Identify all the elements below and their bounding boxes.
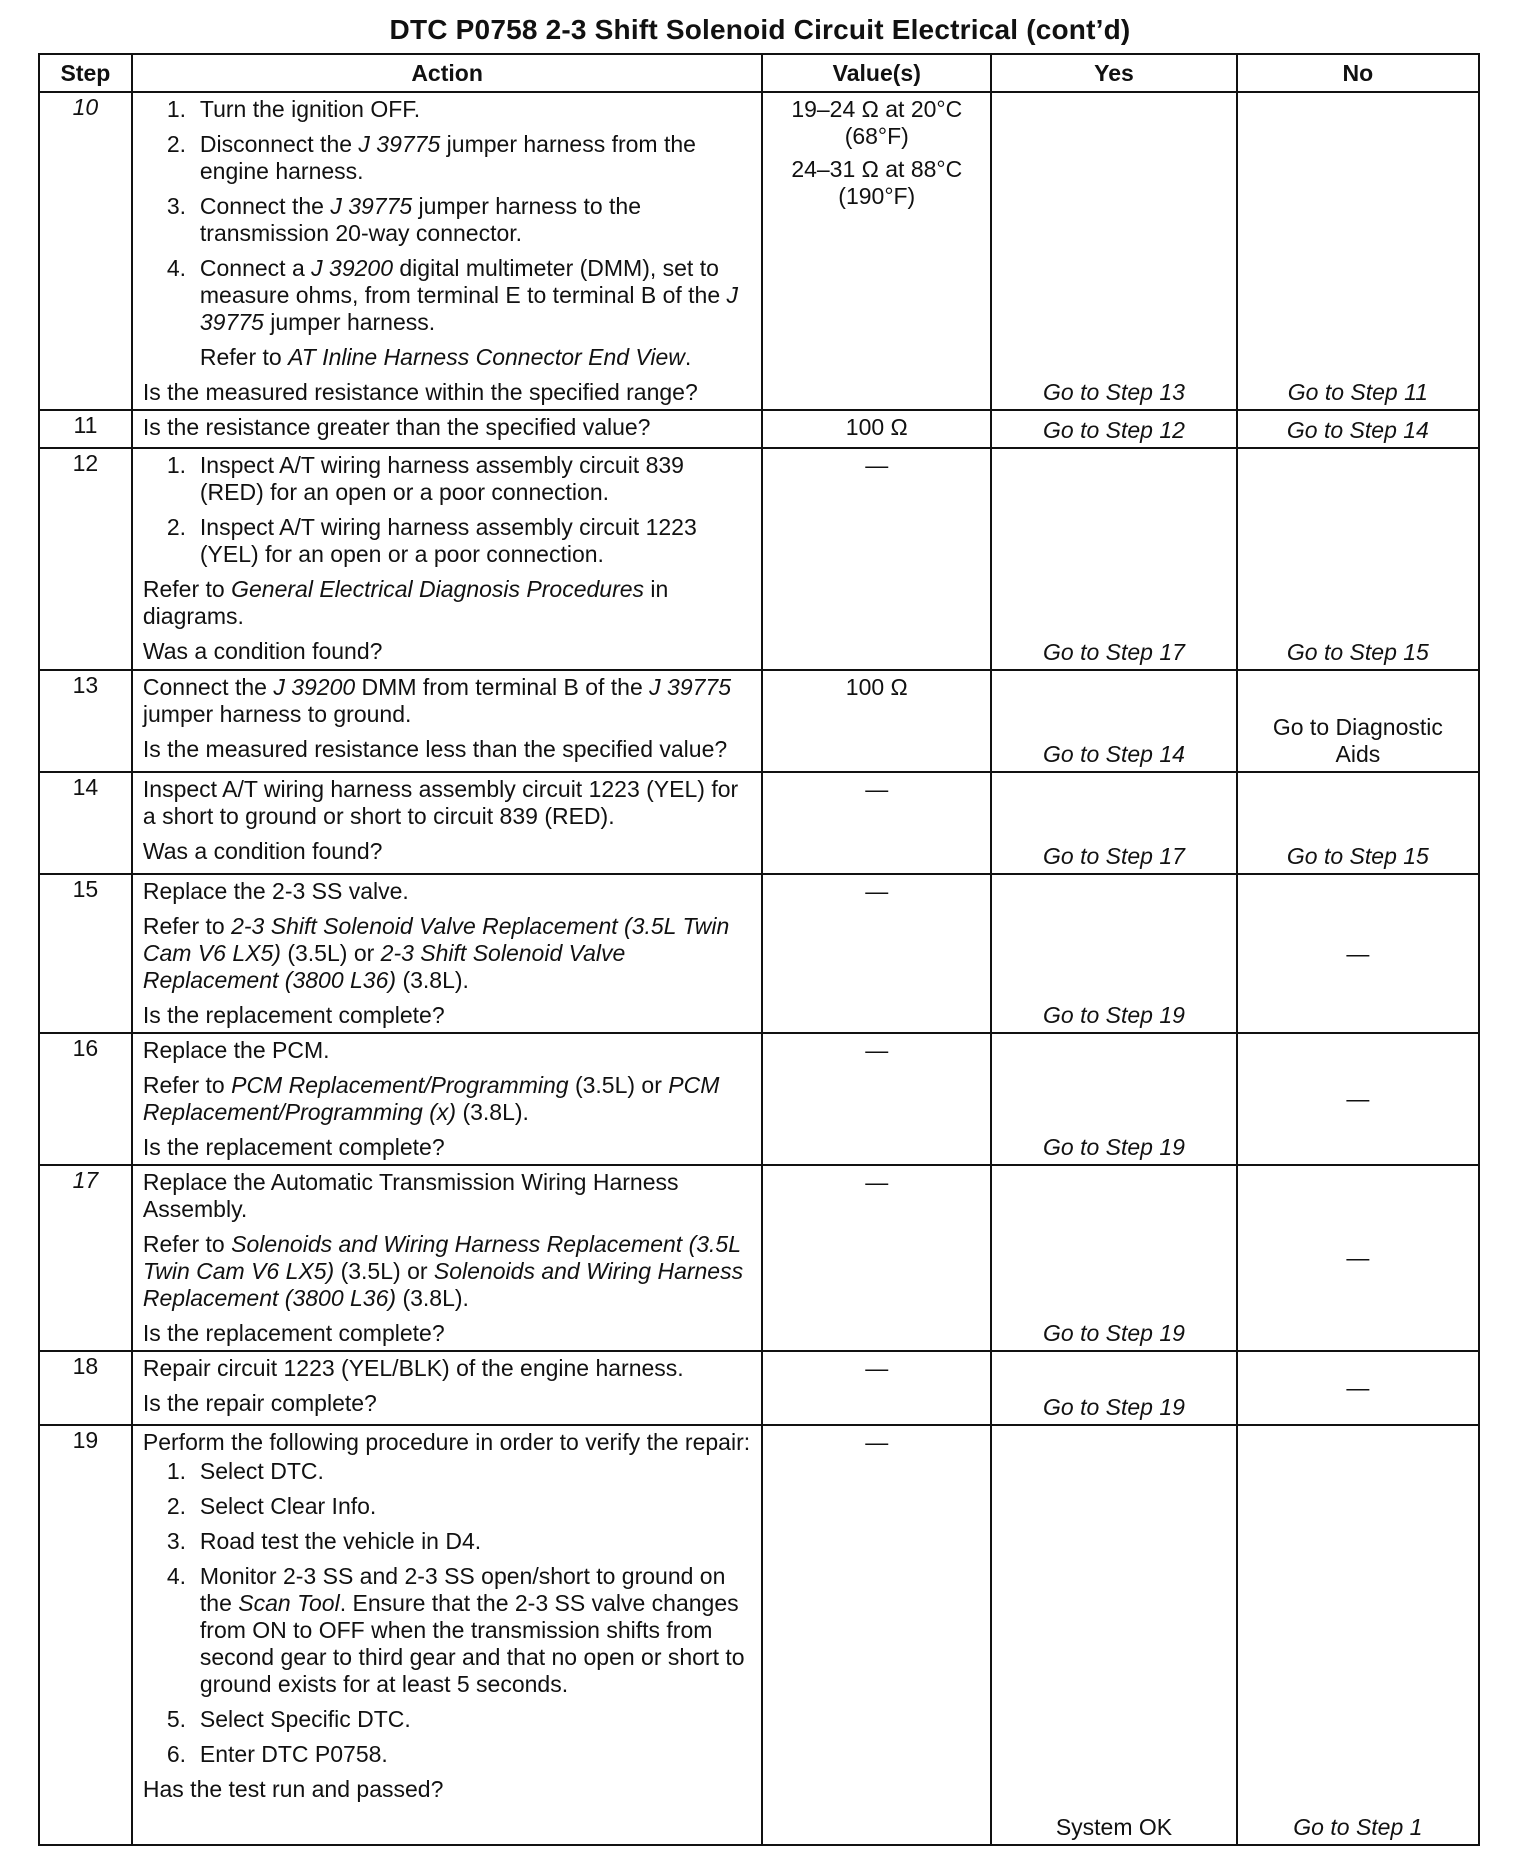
step-number: 11: [39, 410, 132, 448]
refer-text: Refer to PCM Replacement/Programming (3.5L) or PCM Replacement/Programming (x) (3.8L).: [142, 1072, 720, 1125]
no-cell: [1237, 410, 1479, 448]
tool-name: J 39775: [330, 193, 413, 219]
step-number: 19: [39, 1425, 132, 1845]
list-item: 2. Inspect A/T wiring harness assembly circuit 1223 (YEL) for an open or a poor connection.: [166, 514, 697, 567]
no-result: Go to Step 15: [1286, 639, 1429, 665]
table-row: [39, 1425, 1479, 1845]
no-result: —: [1346, 1244, 1370, 1271]
value-cell: —: [762, 772, 991, 874]
yes-result: Go to Step 14: [1043, 741, 1185, 767]
list-item: 3. Connect the J 39775 jumper harness to the transmission 20-way connector.: [166, 193, 642, 246]
page-title: DTC P0758 2-3 Shift Solenoid Circuit Electrical (cont’d): [389, 14, 1131, 45]
step-number: 14: [39, 772, 132, 874]
value-cell: —: [762, 1033, 991, 1165]
no-result: —: [1346, 1374, 1370, 1401]
value-cell: —: [762, 874, 991, 1033]
step-number: 15: [39, 874, 132, 1033]
no-cell: [1237, 1033, 1479, 1165]
action-text: Repair circuit 1223 (YEL/BLK) of the engine harness.: [142, 1355, 684, 1381]
step-number: 18: [39, 1351, 132, 1425]
table-header-row: [39, 54, 1479, 92]
value-cell: [762, 92, 991, 410]
no-cell: [1237, 772, 1479, 874]
tool-name: J 39200: [311, 255, 393, 281]
no-cell: [1237, 874, 1479, 1033]
yes-cell: [991, 92, 1237, 410]
step-number: 13: [39, 670, 132, 772]
yes-result: Go to Step 19: [1043, 1394, 1185, 1420]
action-text: Inspect A/T wiring harness assembly circuit 1223 (YEL) for a short to ground or short to circuit 839 (RED).: [142, 776, 739, 829]
tool-name: J 39775: [358, 131, 441, 157]
yes-cell: [991, 1351, 1237, 1425]
no-cell: [1237, 670, 1479, 772]
list-item: 1. Select DTC.: [166, 1458, 324, 1484]
action-cell: [132, 448, 762, 670]
step-number: 12: [39, 448, 132, 670]
no-result: Go to Diagnostic Aids: [1272, 714, 1443, 767]
no-cell: [1237, 448, 1479, 670]
value-cell: 100 Ω: [762, 410, 991, 448]
action-cell: [132, 772, 762, 874]
question-text: Was a condition found?: [142, 638, 383, 664]
yes-cell: [991, 1425, 1237, 1845]
list-item: 2. Disconnect the J 39775 jumper harness from the engine harness.: [166, 131, 696, 184]
yes-result: Go to Step 19: [1043, 1002, 1185, 1028]
header-step: Step: [39, 54, 132, 92]
value-text: 19–24 Ω at 20°C (68°F): [791, 96, 963, 149]
list-item: 4. Monitor 2-3 SS and 2-3 SS open/short to ground on the Scan Tool. Ensure that the 2-3 SS valve changes from ON to OFF when the transmission shifts from second gear to third gear and that no open or short to ground exists for at least 5 seconds.: [166, 1563, 745, 1697]
refer-text: Refer to 2-3 Shift Solenoid Valve Replacement (3.5L Twin Cam V6 LX5) (3.5L) or 2-3 Shift Solenoid Valve Replacement (3800 L36) (3.8L).: [142, 913, 730, 993]
tool-name: Scan Tool: [238, 1590, 340, 1616]
question-text: Is the replacement complete?: [142, 1320, 445, 1346]
no-result: —: [1346, 940, 1370, 966]
yes-cell: [991, 1033, 1237, 1165]
tool-name: J 39775: [199, 282, 739, 335]
table-row: [39, 448, 1479, 670]
table-row: [39, 670, 1479, 772]
action-cell: [132, 670, 762, 772]
question-text: Is the resistance greater than the specified value?: [142, 414, 651, 440]
value-text: 24–31 Ω at 88°C (190°F): [791, 156, 963, 209]
list-item: 1. Inspect A/T wiring harness assembly circuit 839 (RED) for an open or a poor connection.: [166, 452, 684, 505]
no-result: Go to Step 1: [1293, 1814, 1423, 1840]
no-result: Go to Step 11: [1287, 379, 1428, 405]
refer-text: Refer to Solenoids and Wiring Harness Replacement (3.5L Twin Cam V6 LX5) (3.5L) or Solenoids and Wiring Harness Replacement (3800 L36) (3.8L).: [142, 1231, 744, 1311]
header-action: Action: [132, 54, 762, 92]
value-cell: —: [762, 1165, 991, 1351]
header-values: Value(s): [762, 54, 991, 92]
yes-result: Go to Step 17: [1043, 843, 1185, 869]
action-cell: [132, 410, 762, 448]
list-item: 5. Select Specific DTC.: [166, 1706, 411, 1732]
value-cell: —: [762, 1351, 991, 1425]
no-result: Go to Step 14: [1286, 417, 1429, 443]
question-text: Is the measured resistance within the specified range?: [142, 379, 698, 405]
list-item: 6. Enter DTC P0758.: [166, 1741, 388, 1767]
action-cell: [132, 1165, 762, 1351]
action-cell: [132, 874, 762, 1033]
table-row: [39, 92, 1479, 410]
step-number: 17: [39, 1165, 132, 1351]
tool-name: J 39775: [649, 674, 731, 700]
header-no: No: [1237, 54, 1479, 92]
yes-cell: [991, 448, 1237, 670]
table-row: [39, 772, 1479, 874]
yes-result: Go to Step 12: [1043, 417, 1185, 443]
table-row: [39, 874, 1479, 1033]
action-cell: [132, 1033, 762, 1165]
action-cell: [132, 92, 762, 410]
value-cell: —: [762, 1425, 991, 1845]
action-text: Replace the Automatic Transmission Wiring Harness Assembly.: [142, 1169, 679, 1222]
table-row: [39, 1351, 1479, 1425]
yes-result: Go to Step 19: [1043, 1134, 1185, 1160]
step-number: 10: [39, 92, 132, 410]
action-text: Replace the PCM.: [142, 1037, 330, 1063]
list-item: 2. Select Clear Info.: [166, 1493, 377, 1519]
yes-cell: [991, 772, 1237, 874]
yes-cell: [991, 874, 1237, 1033]
refer-text: Refer to AT Inline Harness Connector End View.: [199, 344, 692, 370]
action-text: Replace the 2-3 SS valve.: [142, 878, 409, 904]
action-text: Perform the following procedure in order to verify the repair:: [142, 1429, 751, 1455]
step-number: 16: [39, 1033, 132, 1165]
refer-text: Refer to General Electrical Diagnosis Procedures in diagrams.: [142, 576, 669, 629]
no-cell: [1237, 1351, 1479, 1425]
header-yes: Yes: [991, 54, 1237, 92]
no-result: Go to Step 15: [1286, 843, 1429, 869]
table-row: [39, 410, 1479, 448]
yes-cell: [991, 1165, 1237, 1351]
question-text: Is the repair complete?: [142, 1390, 377, 1416]
action-cell: [132, 1351, 762, 1425]
list-item: 3. Road test the vehicle in D4.: [166, 1528, 482, 1554]
no-cell: [1237, 1165, 1479, 1351]
yes-result: Go to Step 13: [1043, 379, 1185, 405]
question-text: Is the measured resistance less than the specified value?: [142, 736, 728, 762]
value-cell: 100 Ω: [762, 670, 991, 772]
action-cell: [132, 1425, 762, 1845]
no-result: —: [1346, 1085, 1370, 1112]
diagnostic-table: [38, 53, 1480, 1846]
yes-cell: [991, 410, 1237, 448]
table-row: [39, 1033, 1479, 1165]
no-cell: [1237, 92, 1479, 410]
action-text: Connect the J 39200 DMM from terminal B of the J 39775 jumper harness to ground.: [142, 674, 731, 727]
yes-cell: [991, 670, 1237, 772]
question-text: Is the replacement complete?: [142, 1134, 445, 1160]
list-item: 1. Turn the ignition OFF.: [166, 96, 421, 122]
question-text: Was a condition found?: [142, 838, 383, 864]
tool-name: J 39200: [273, 674, 356, 700]
value-cell: —: [762, 448, 991, 670]
yes-result: Go to Step 19: [1043, 1320, 1185, 1346]
yes-result: Go to Step 17: [1043, 639, 1185, 665]
list-item: 4. Connect a J 39200 digital multimeter (DMM), set to measure ohms, from terminal E to terminal B of the J 39775 jumper harness.: [166, 255, 739, 335]
yes-result: System OK: [1055, 1814, 1173, 1840]
question-text: Has the test run and passed?: [142, 1776, 444, 1802]
question-text: Is the replacement complete?: [142, 1002, 445, 1028]
no-cell: [1237, 1425, 1479, 1845]
table-row: [39, 1165, 1479, 1351]
